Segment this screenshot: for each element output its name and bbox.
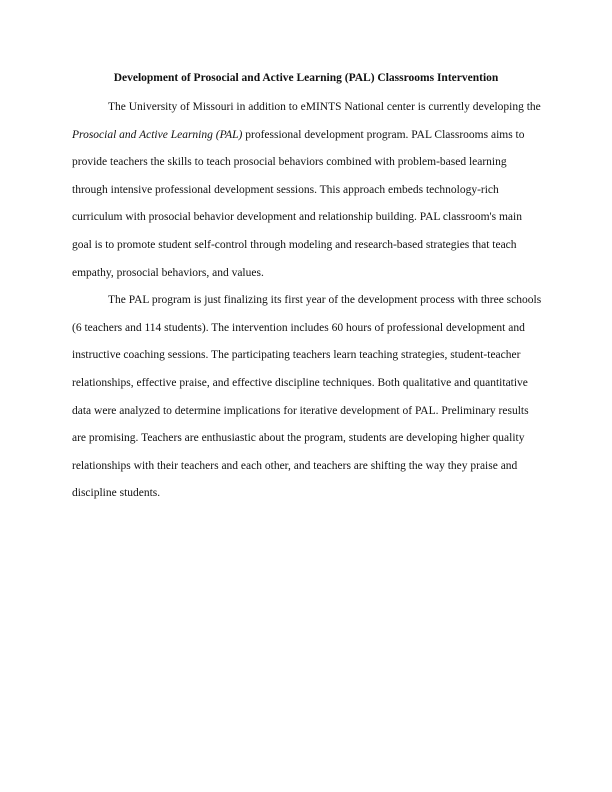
paragraph-1-text-end: professional development program. PAL Classrooms aims to provide teachers the skills to teach prosocial behaviors combined with problem-based learning through intensive professional development sessions. This approach embeds technology-rich curriculum with prosocial behavior development and relationship building. PAL classroom's main goal is to promote student self-control through modeling and research-based strategies that teach empathy, prosocial behaviors, and values. [72,128,525,279]
document-title: Development of Prosocial and Active Learning (PAL) Classrooms Intervention [113,72,499,84]
program-name-italic: Prosocial and Active Learning (PAL) [72,128,243,141]
paragraph-2: The PAL program is just finalizing its first year of the development process with three schools (6 teachers and 114 students). The intervention includes 60 hours of professional development and instructive coaching sessions. The participating teachers learn teaching strategies, student-teacher relationships, effective praise, and effective discipline techniques. Both qualitative and quantitative data were analyzed to determine implications for iterative development of PAL. Preliminary results are promising. Teachers are enthusiastic about the program, students are developing higher quality relationships with their teachers and each other, and teachers are shifting the way they praise and discipline students. [72,294,542,500]
paragraph-1 [72,94,542,287]
document-body [72,94,542,508]
paragraph-1-text-start: The University of Missouri in addition to eMINTS National center is currently developing the [108,101,541,113]
